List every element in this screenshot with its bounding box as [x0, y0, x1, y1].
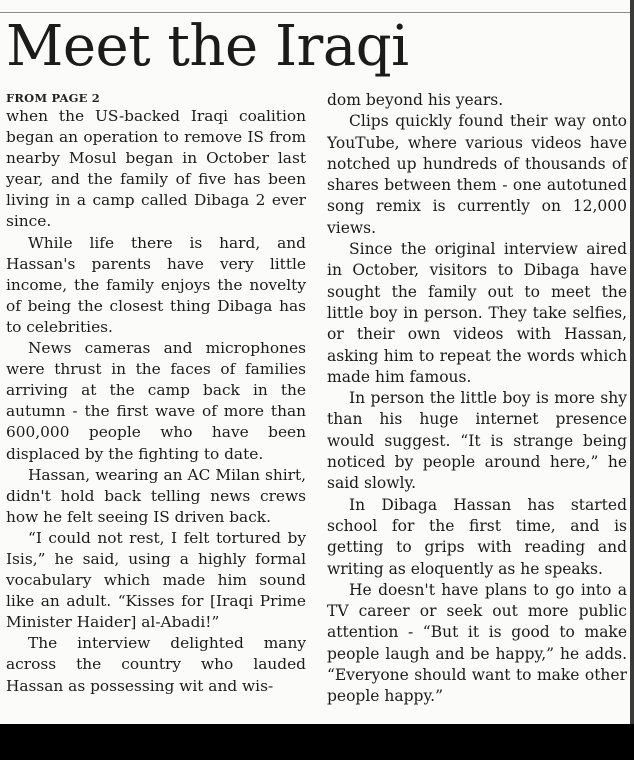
headline: Meet the Iraqi	[6, 14, 409, 79]
article-column-left	[6, 90, 306, 697]
paragraph: Clips quickly found their way onto YouTube, where various videos have notched up hundreds of thousands of shares between them - one autotuned song remix is currently on 12,000 views.	[327, 112, 627, 237]
paragraph: He doesn't have plans to go into a TV career or seek out more public attention - “But it is good to make people laugh and be happy,” he adds. “Everyone should want to make other people happy.”	[327, 580, 627, 706]
paragraph: Hassan, wearing an AC Milan shirt, didn't hold back telling news crews how he felt seeing IS driven back.	[6, 465, 306, 526]
paragraph: While life there is hard, and Hassan's parents have very little income, the family enjoys the novelty of being the closest thing Dibaga has to celebrities.	[6, 233, 306, 336]
paragraph: “I could not rest, I felt tortured by Isis,” he said, using a highly formal vocabulary which made him sound like an adult. “Kisses for [Iraqi Prime Minister Haider] al-Abadi!”	[6, 528, 306, 632]
paragraph: when the US-backed Iraqi coalition began an operation to remove IS from nearby Mosul began in October last year, and the family of five has been living in a camp called Dibaga 2 ever since.	[6, 107, 306, 231]
paragraph: Since the original interview aired in October, visitors to Dibaga have sought the family out to meet the little boy in person. They take selfies, or their own videos with Hassan, asking him to repeat the words which made him famous.	[327, 240, 627, 386]
paragraph-continuation: dom beyond his years.	[327, 91, 504, 109]
article-column-right	[327, 90, 627, 708]
paragraph: News cameras and microphones were thrust in the faces of families arriving at the camp back in the autumn - the first wave of more than 600,000 people who have been displaced by the fighting to date.	[6, 339, 306, 463]
paragraph: The interview delighted many across the country who lauded Hassan as possessing wit and wis-	[6, 634, 306, 695]
continued-from-label: FROM PAGE 2	[6, 91, 100, 105]
paragraph: In person the little boy is more shy than his huge internet presence would suggest. “It is strange being noticed by people around here,” he said slowly.	[327, 389, 627, 493]
paragraph: In Dibaga Hassan has started school for the first time, and is getting to grips with reading and writing as eloquently as he speaks.	[327, 495, 627, 578]
page-edge-shadow	[630, 0, 634, 724]
